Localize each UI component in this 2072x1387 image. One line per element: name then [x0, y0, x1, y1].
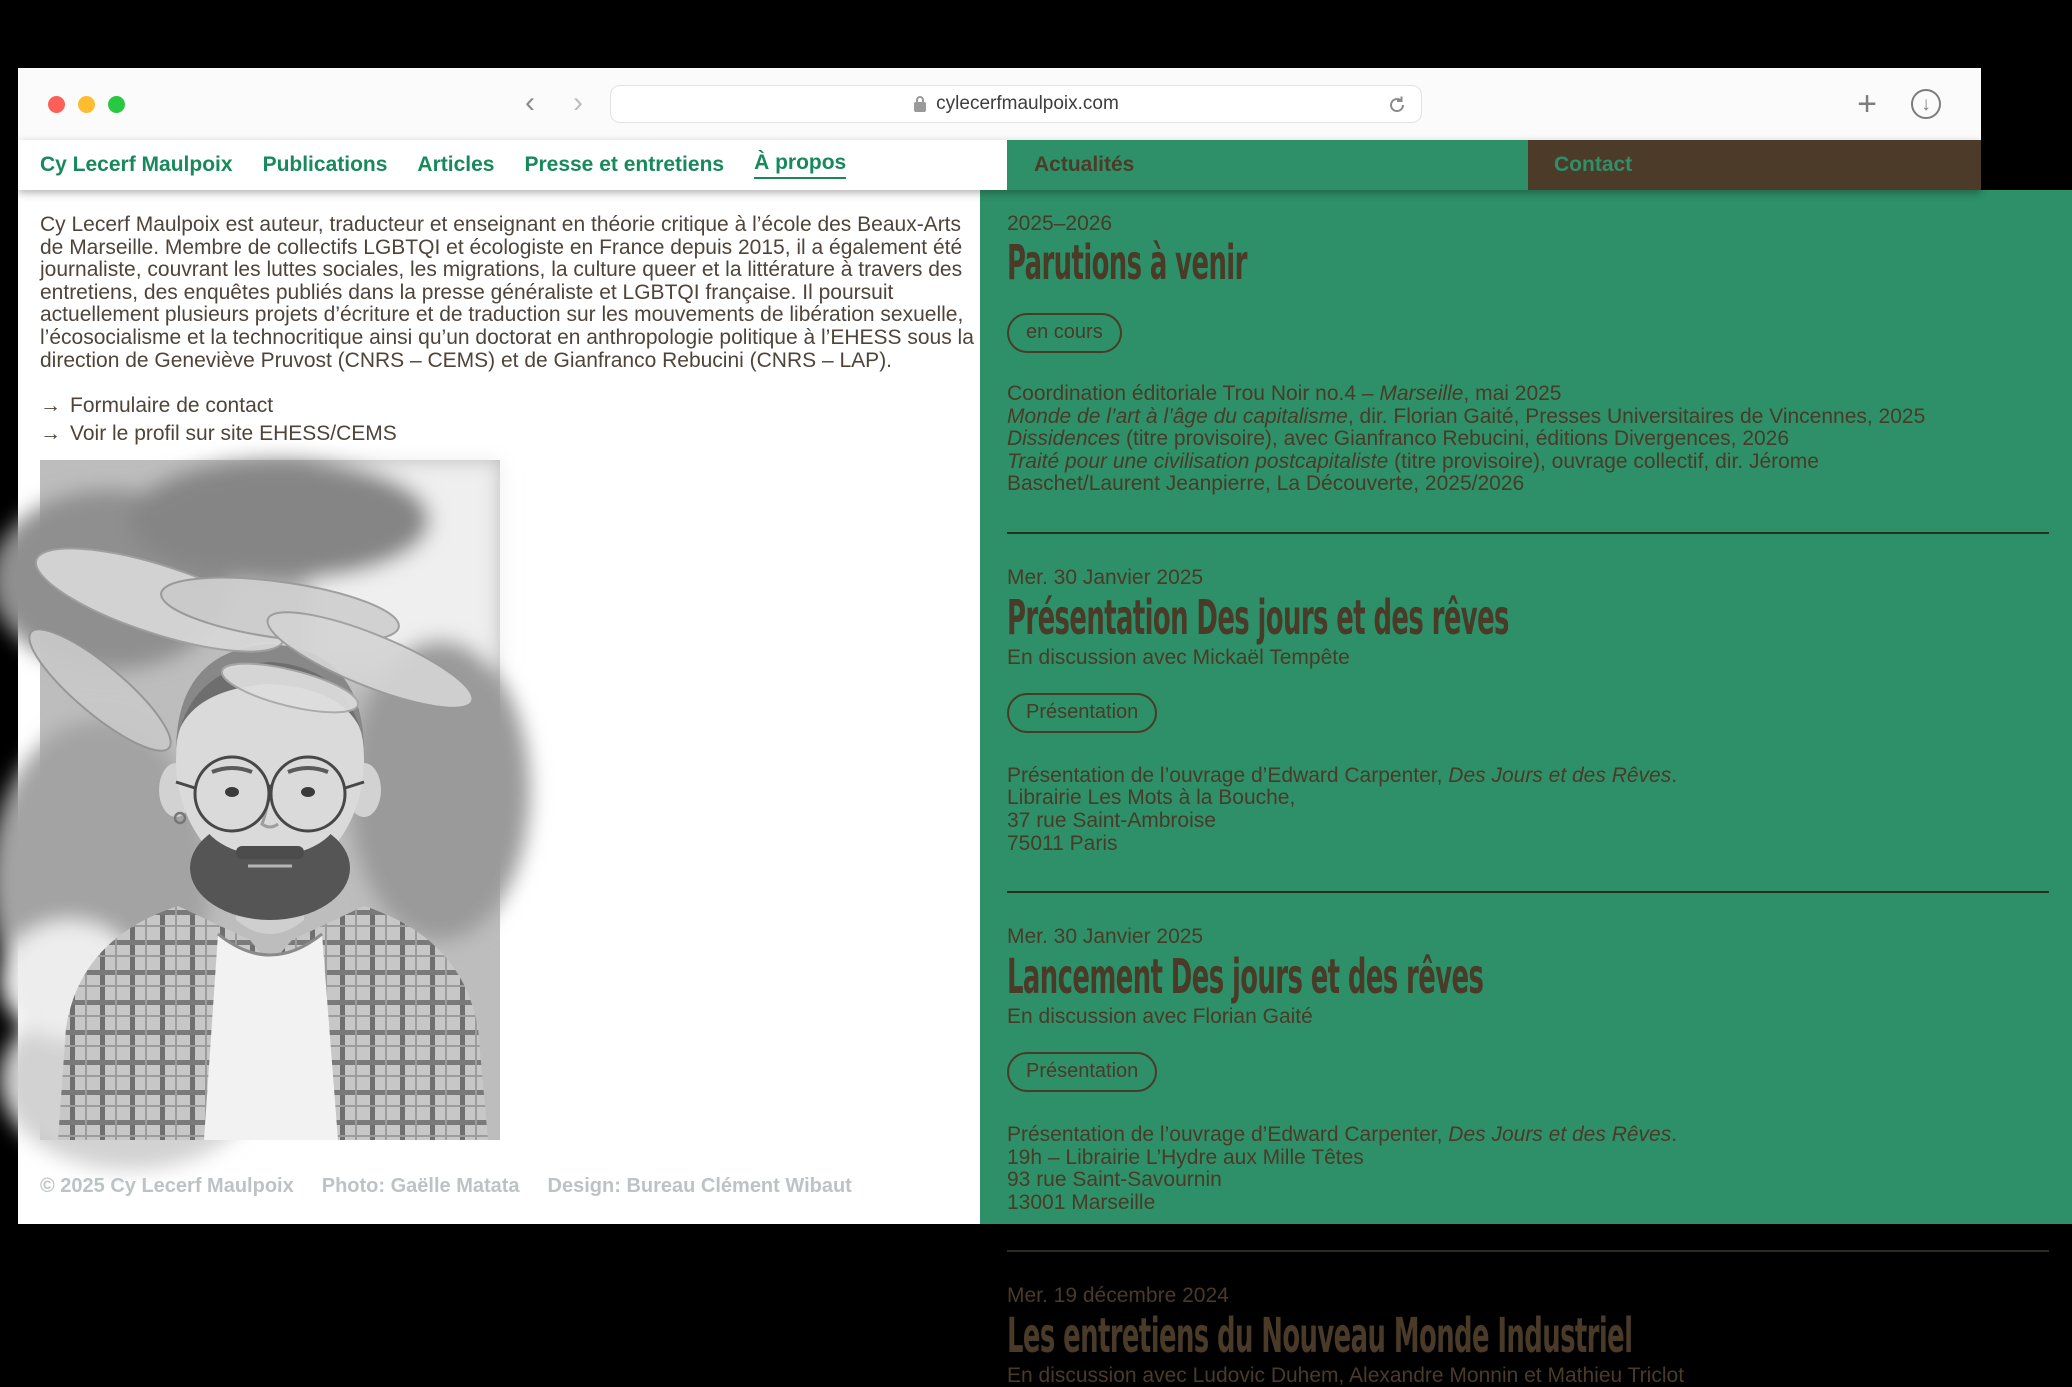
- zoom-window-button[interactable]: [108, 96, 125, 113]
- ehess-profile-link-label: Voir le profil sur site EHESS/CEMS: [70, 422, 397, 446]
- ehess-profile-link[interactable]: [40, 422, 980, 445]
- nav-item-home[interactable]: Cy Lecerf Maulpoix: [40, 153, 233, 176]
- about-links: [40, 394, 980, 445]
- footer-design-credit: Design: Bureau Clément Wibaut: [547, 1175, 852, 1197]
- site-nav-row: [18, 140, 1981, 190]
- site-footer: [40, 1175, 852, 1198]
- event-address-line: 13001 Marseille: [1007, 1190, 1156, 1214]
- news-panel: [980, 190, 2072, 1387]
- event-address-line: 93 rue Saint-Savournin: [1007, 1168, 1222, 1192]
- address-bar[interactable]: [610, 85, 1422, 123]
- event-date: Mer. 19 décembre 2024: [1007, 1284, 1229, 1308]
- publication-item: Traité pour une civilisation postcapitaliste (titre provisoire), ouvrage collectif, dir. Jérome Baschet/Laurent Jeanpierre, La Découverte, 2025/2026: [1007, 449, 1819, 496]
- event-description: Présentation de l’ouvrage d’Edward Carpenter, Des Jours et des Rêves.: [1007, 1123, 1678, 1147]
- forward-button[interactable]: ›: [573, 86, 583, 119]
- tab-contact-label: Contact: [1554, 153, 1633, 176]
- arrow-icon: →: [40, 394, 61, 418]
- event-tag-badge: Présentation: [1007, 693, 1157, 733]
- footer-copyright: © 2025 Cy Lecerf Maulpoix: [40, 1175, 294, 1197]
- event-date: Mer. 30 Janvier 2025: [1007, 565, 1204, 589]
- event-tag-badge: Présentation: [1007, 1052, 1157, 1092]
- news-panel-header: [1007, 140, 1981, 190]
- tab-actualites[interactable]: Actualités: [1034, 153, 1135, 176]
- url-text: cylecerfmaulpoix.com: [936, 93, 1119, 114]
- toolbar-right-actions: [1857, 68, 1981, 140]
- downloads-button[interactable]: [1911, 89, 1941, 119]
- event-address-line: 19h – Librairie L’Hydre aux Mille Têtes: [1007, 1145, 1364, 1169]
- publication-item: Monde de l’art à l’âge du capitalisme, dir. Florian Gaité, Presses Universitaires de Vincennes, 2025: [1007, 404, 1926, 428]
- publication-item: Dissidences (titre provisoire), avec Gianfranco Rebucini, éditions Divergences, 2026: [1007, 427, 1790, 451]
- new-tab-button[interactable]: +: [1857, 85, 1877, 123]
- event-title[interactable]: Lancement Des jours et des rêves: [1007, 949, 1484, 1006]
- portrait-photo: [40, 460, 500, 1140]
- event-date: Mer. 30 Janvier 2025: [1007, 925, 1204, 949]
- event-item: [1007, 532, 2049, 855]
- event-title[interactable]: Présentation Des jours et des rêves: [1007, 589, 1509, 646]
- publications-list: [1007, 383, 1927, 496]
- site-nav: [18, 140, 1007, 190]
- publication-item: Coordination éditoriale Trou Noir no.4 – Marseille, mai 2025: [1007, 381, 1562, 405]
- lock-icon: [913, 95, 927, 113]
- tab-contact[interactable]: [1528, 140, 1981, 190]
- back-button[interactable]: ‹: [525, 86, 535, 119]
- event-subtitle: En discussion avec Florian Gaité: [1007, 1005, 1313, 1029]
- event-item: [1007, 891, 2049, 1214]
- nav-item-presse[interactable]: Presse et entretiens: [524, 153, 725, 176]
- close-window-button[interactable]: [48, 96, 65, 113]
- minimize-window-button[interactable]: [78, 96, 95, 113]
- browser-toolbar: [18, 68, 1981, 140]
- event-title[interactable]: Les entretiens du Nouveau Monde Industriel: [1007, 1308, 1633, 1365]
- reload-icon[interactable]: [1386, 94, 1408, 116]
- contact-form-link-label: Formulaire de contact: [70, 394, 274, 418]
- event-description: Présentation de l’ouvrage d’Edward Carpenter, Des Jours et des Rêves.: [1007, 763, 1678, 787]
- section-title: Parutions à venir: [1007, 235, 1247, 291]
- status-badge: en cours: [1007, 313, 1122, 353]
- event-address-line: 37 rue Saint-Ambroise: [1007, 808, 1216, 832]
- footer-photo-credit: Photo: Gaëlle Matata: [321, 1175, 520, 1197]
- window-controls: [48, 96, 125, 113]
- download-arrow-icon: ↓: [1921, 93, 1931, 115]
- events-list: [1007, 532, 2049, 1387]
- main-content: [18, 190, 1981, 1387]
- browser-window: [18, 68, 1981, 1387]
- event-address-line: 75011 Paris: [1007, 831, 1118, 855]
- about-section: [18, 190, 980, 1224]
- nav-item-articles[interactable]: Articles: [417, 153, 495, 176]
- event-item: [1007, 1250, 2049, 1387]
- nav-item-publications[interactable]: Publications: [262, 153, 388, 176]
- contact-form-link[interactable]: [40, 394, 980, 417]
- arrow-icon: →: [40, 422, 61, 446]
- event-subtitle: En discussion avec Mickaël Tempête: [1007, 645, 1350, 669]
- section-kicker: 2025–2026: [1007, 212, 1113, 235]
- bio-paragraph: Cy Lecerf Maulpoix est auteur, traducteur et enseignant en théorie critique à l’école des Beaux-Arts de Marseille. Membre de collectifs LGBTQI et écologiste en France depuis 2015, il a également été journaliste, couvrant les luttes sociales, les migrations, la culture queer et la littérature à travers des entretiens, des enquêtes publiés dans la presse généraliste et LGBTQI française. Il poursuit actuellement plusieurs projets d’écriture et de traduction sur les mouvements de libération sexuelle, l’écosocialisme et la technocritique ainsi qu’un doctorat en anthropologie politique à l’EHESS sous la direction de Geneviève Pruvost (CNRS – CEMS) et de Gianfranco Rebucini (CNRS – LAP).: [40, 213, 974, 372]
- nav-item-a-propos[interactable]: À propos: [754, 151, 846, 179]
- event-subtitle: En discussion avec Ludovic Duhem, Alexandre Monnin et Mathieu Triclot: [1007, 1364, 1685, 1387]
- event-address-line: Librairie Les Mots à la Bouche,: [1007, 786, 1296, 810]
